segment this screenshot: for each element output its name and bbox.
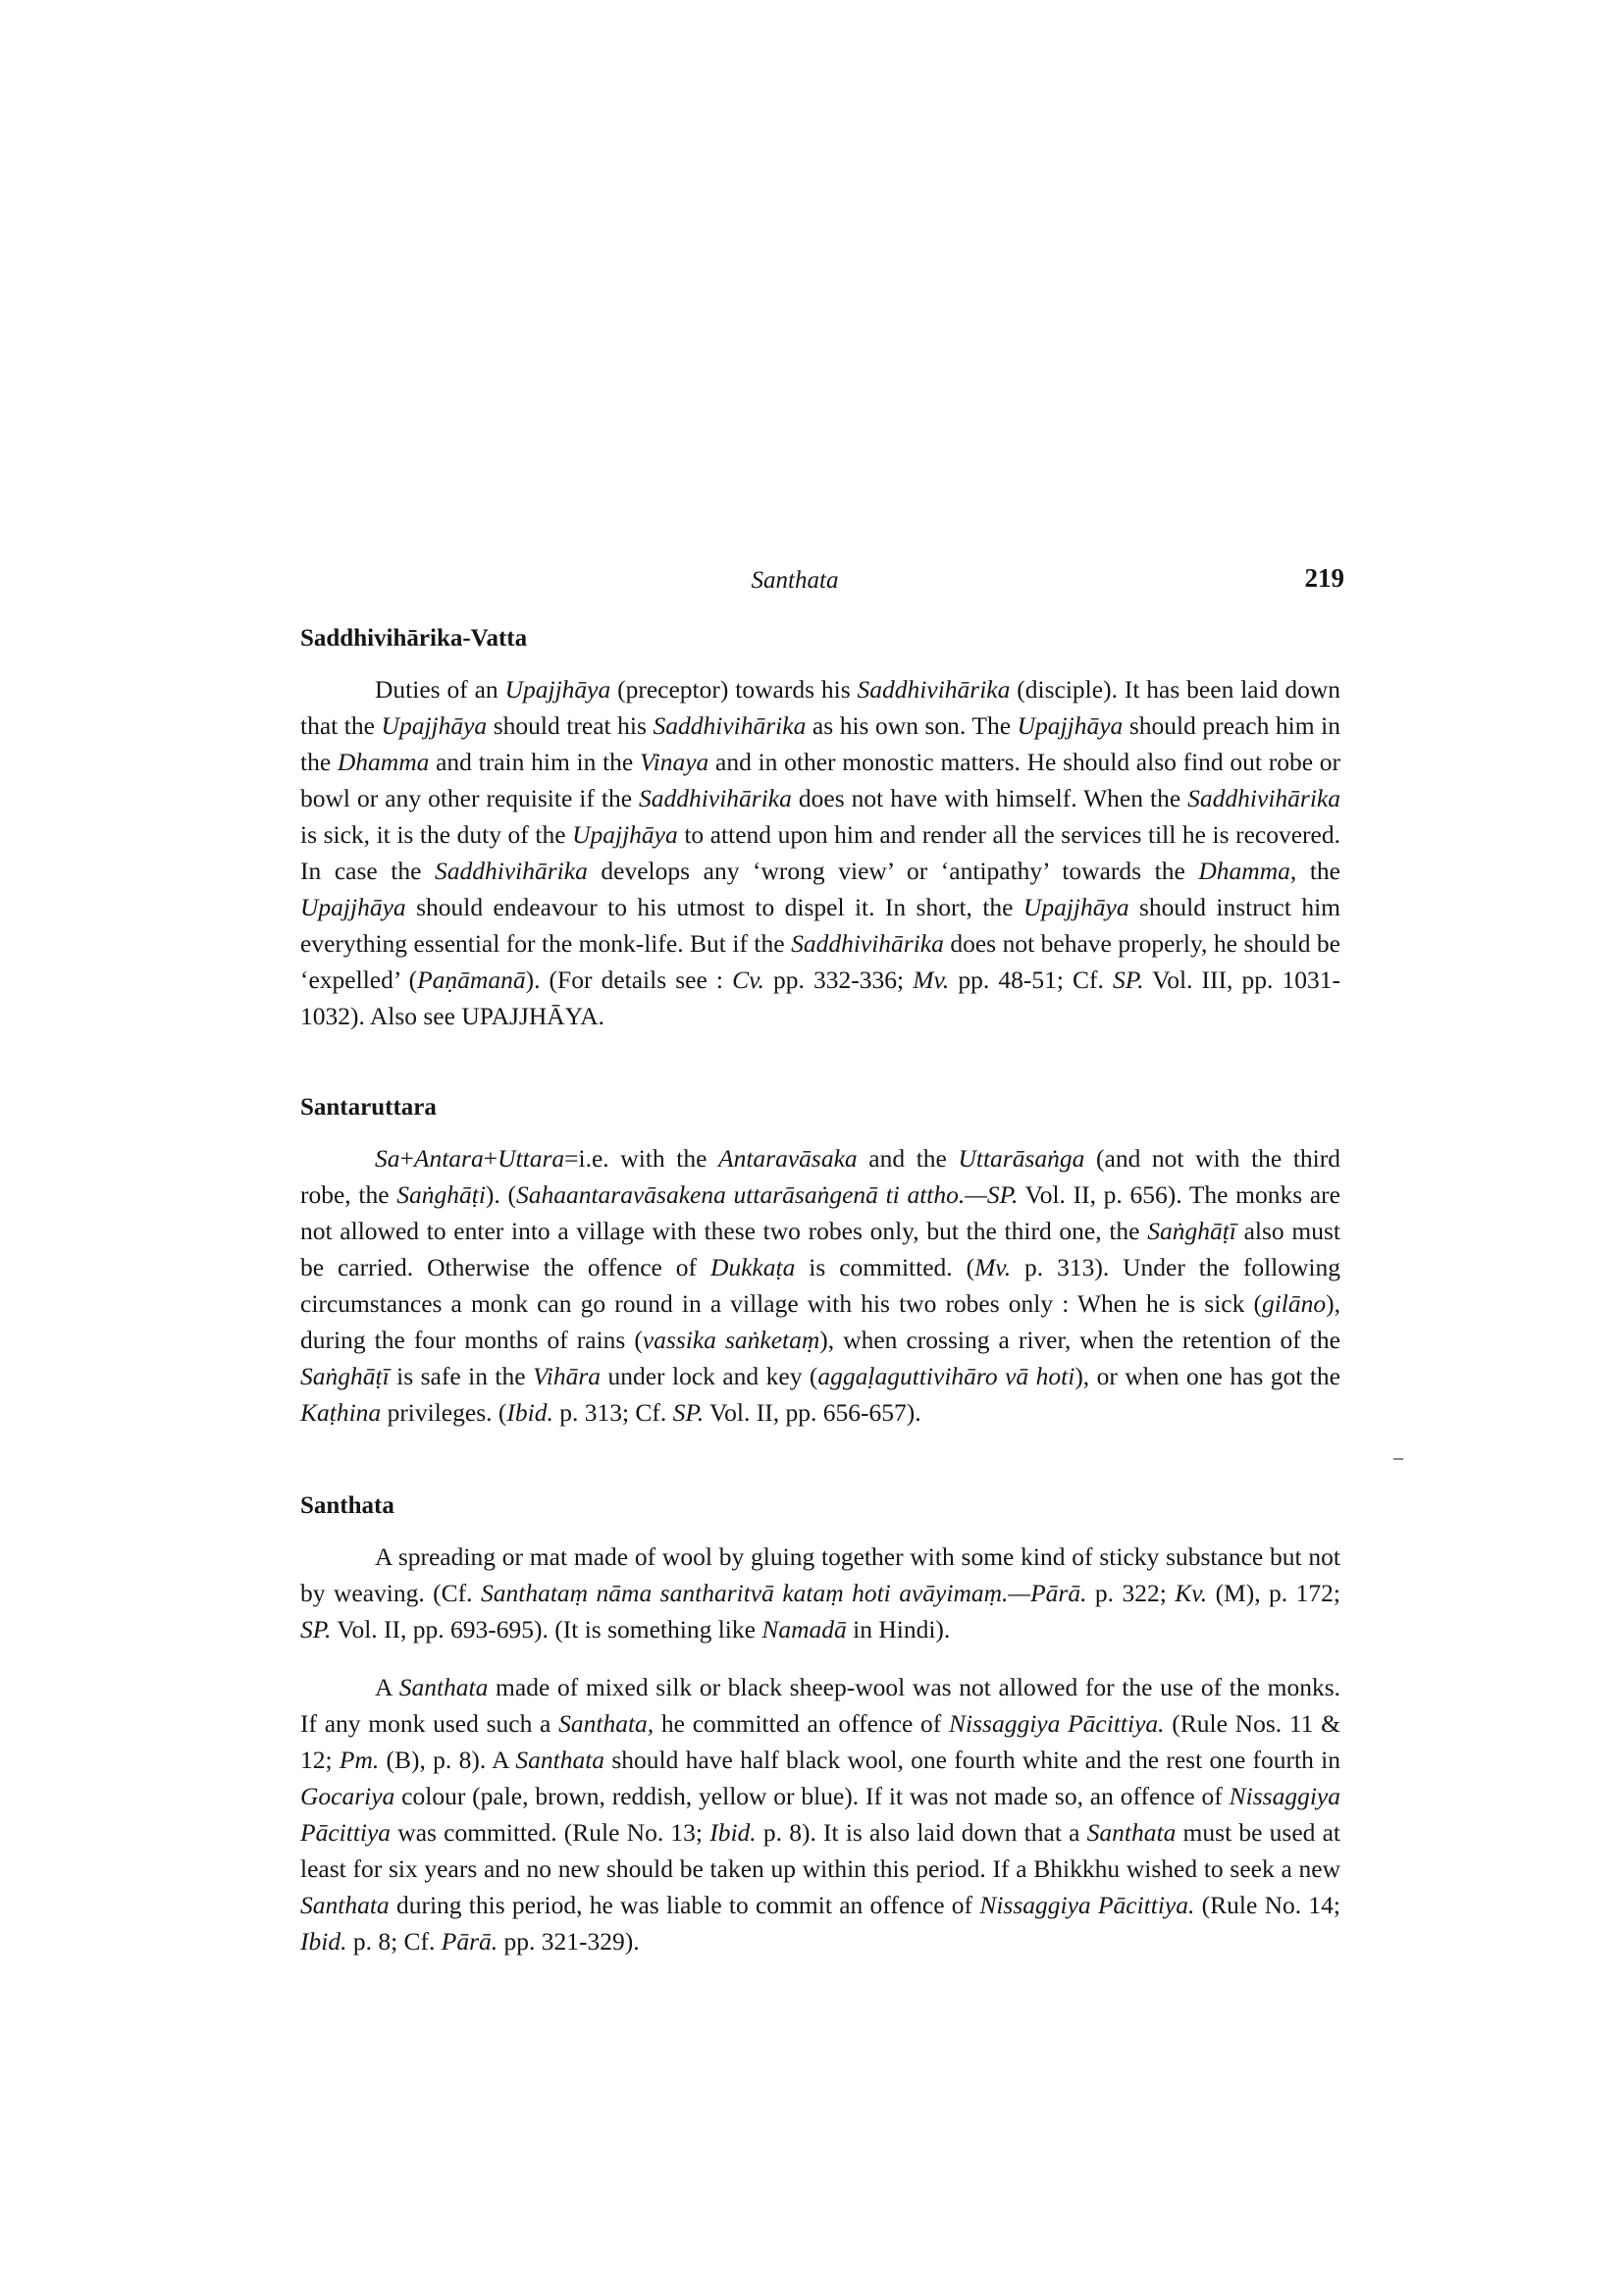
italic-term: Ibid.	[506, 1398, 553, 1427]
italic-term: Saddhivihārika	[791, 929, 944, 958]
entry-title: Santhata	[300, 1492, 394, 1519]
italic-term: gilāno	[1261, 1289, 1327, 1318]
italic-term: Upajjhāya	[1022, 893, 1129, 921]
italic-term: Upajjhāya	[300, 893, 406, 921]
italic-term: Upajjhāya	[1017, 711, 1124, 740]
italic-term: Mv.	[913, 965, 950, 994]
italic-term: Saddhivihārika	[435, 857, 588, 885]
running-header-title: Santhata	[751, 567, 839, 594]
entry-santaruttara	[300, 1093, 1340, 1431]
italic-term: SP.	[300, 1615, 332, 1644]
entry-paragraph: A spreading or mat made of wool by gluing together with some kind of sticky substance but not by weaving. (Cf. Santhataṃ nāma santharitvā kataṃ hoti avāyimaṃ.—Pārā. p. 322; Kv. (M), p. 172; SP. Vol. II, pp. 693-695). (It is something like Namadā in Hindi).	[300, 1542, 1340, 1644]
margin-mark	[1393, 1458, 1403, 1460]
italic-term: Dhamma	[337, 748, 430, 776]
italic-term: aggaḷaguttivihāro vā hoti	[817, 1362, 1075, 1390]
italic-term: Antara	[413, 1144, 484, 1173]
italic-term: Nissaggiya Pācittiya.	[949, 1709, 1165, 1738]
italic-term: Vihāra	[533, 1362, 601, 1390]
italic-term: Saṅghāṭī	[300, 1362, 390, 1390]
italic-term: Saddhivihārika	[639, 784, 792, 812]
page-number: 219	[1304, 563, 1344, 593]
italic-term: Santhata	[1086, 1818, 1177, 1847]
italic-term: Nissaggiya Pācittiya	[300, 1782, 1340, 1847]
italic-term: Ibid.	[300, 1927, 347, 1956]
italic-term: Uttara	[498, 1144, 565, 1173]
italic-term: Nissaggiya Pācittiya.	[979, 1891, 1195, 1919]
italic-term: Namadā	[761, 1615, 847, 1644]
entry-saddhiviharika-vatta	[300, 624, 1340, 1034]
italic-term: Cv.	[732, 965, 764, 994]
italic-term: Upajjhāya	[572, 820, 678, 849]
entry-paragraph: A Santhata made of mixed silk or black sheep-wool was not allowed for the use of the monks. If any monk used such a Santhata, he committed an offence of Nissaggiya Pācittiya. (Rule Nos. 11 & 12; Pm. (B), p. 8). A Santhata should have half black wool, one fourth white and the rest one fourth in Gocariya colour (pale, brown, reddish, yellow or blue). If it was not made so, an offence of Nissaggiya Pācittiya was committed. (Rule No. 13; Ibid. p. 8). It is also laid down that a Santhata must be used at least for six years and no new should be taken up within this period. If a Bhikkhu wished to seek a new Santhata during this period, he was liable to commit an offence of Nissaggiya Pācittiya. (Rule No. 14; Ibid. p. 8; Cf. Pārā. pp. 321-329).	[300, 1673, 1340, 1956]
italic-term: Saddhivihārika	[1187, 784, 1340, 812]
italic-term: Uttarāsaṅga	[958, 1144, 1085, 1173]
italic-term: Vinaya	[639, 748, 709, 776]
italic-term: Saddhivihārika	[857, 675, 1011, 704]
italic-term: Pārā.	[441, 1927, 498, 1956]
italic-term: Sa	[375, 1144, 400, 1173]
italic-term: Saṅghāṭī	[1147, 1217, 1236, 1245]
page-content	[300, 624, 1340, 1959]
entry-santhata	[300, 1491, 1340, 1959]
italic-term: vassika saṅketaṃ	[642, 1326, 820, 1354]
italic-term: Antaravāsaka	[718, 1144, 858, 1173]
entry-paragraph: Sa+Antara+Uttara=i.e. with the Antaravāsaka and the Uttarāsaṅga (and not with the third robe, the Saṅghāṭi). (Sahaantaravāsakena uttarāsaṅgenā ti attho.—SP. Vol. II, p. 656). The monks are not allowed to enter into a village with these two robes only, but the third one, the Saṅghāṭī also must be carried. Otherwise the offence of Dukkaṭa is committed. (Mv. p. 313). Under the following circumstances a monk can go round in a village with his two robes only : When he is sick (gilāno), during the four months of rains (vassika saṅketaṃ), when crossing a river, when the retention of the Saṅghāṭī is safe in the Vihāra under lock and key (aggaḷaguttivihāro vā hoti), or when one has got the Kaṭhina privileges. (Ibid. p. 313; Cf. SP. Vol. II, pp. 656-657).	[300, 1144, 1341, 1427]
entry-paragraph: Duties of an Upajjhāya (preceptor) towards his Saddhivihārika (disciple). It has been laid down that the Upajjhāya should treat his Saddhivihārika as his own son. The Upajjhāya should preach him in the Dhamma and train him in the Vinaya and in other monostic matters. He should also find out robe or bowl or any other requisite if the Saddhivihārika does not have with himself. When the Saddhivihārika is sick, it is the duty of the Upajjhāya to attend upon him and render all the services till he is recovered. In case the Saddhivihārika develops any ‘wrong view’ or ‘antipathy’ towards the Dhamma, the Upajjhāya should endeavour to his utmost to dispel it. In short, the Upajjhāya should instruct him everything essential for the monk-life. But if the Saddhivihārika does not behave properly, he should be ‘expelled’ (Paṇāmanā). (For details see : Cv. pp. 332-336; Mv. pp. 48-51; Cf. SP. Vol. III, pp. 1031-1032). Also see UPAJJHĀYA.	[300, 675, 1341, 1030]
italic-term: SP.	[1113, 965, 1144, 994]
italic-term: Saṅghāṭi	[396, 1180, 486, 1209]
italic-term: Kaṭhina	[300, 1398, 382, 1427]
italic-term: Santhata	[398, 1673, 489, 1701]
italic-term: SP.	[672, 1398, 705, 1427]
italic-term: Gocariya	[300, 1782, 395, 1810]
entry-title: Santaruttara	[300, 1094, 437, 1121]
italic-term: Santhata,	[558, 1709, 655, 1738]
italic-term: Dhamma	[1198, 857, 1290, 885]
italic-term: Pm.	[339, 1746, 380, 1774]
italic-term: Dukkaṭa	[709, 1253, 796, 1281]
entry-title: Saddhivihārika-Vatta	[300, 625, 528, 652]
italic-term: Santhata	[515, 1746, 605, 1774]
italic-term: Paṇāmanā	[417, 965, 526, 994]
italic-term: Santhataṃ nāma santharitvā kataṃ hoti avāyimaṃ.—Pārā.	[481, 1579, 1087, 1607]
italic-term: Kv.	[1175, 1579, 1208, 1607]
italic-term: Upajjhāya	[381, 711, 488, 740]
italic-term: Ibid.	[709, 1818, 757, 1847]
italic-term: Santhata	[300, 1891, 390, 1919]
italic-term: Sahaantaravāsakena uttarāsaṅgenā ti attho.—SP.	[515, 1180, 1019, 1209]
italic-term: Saddhivihārika	[653, 711, 807, 740]
italic-term: Mv.	[974, 1253, 1012, 1281]
italic-term: Upajjhāya	[504, 675, 611, 704]
